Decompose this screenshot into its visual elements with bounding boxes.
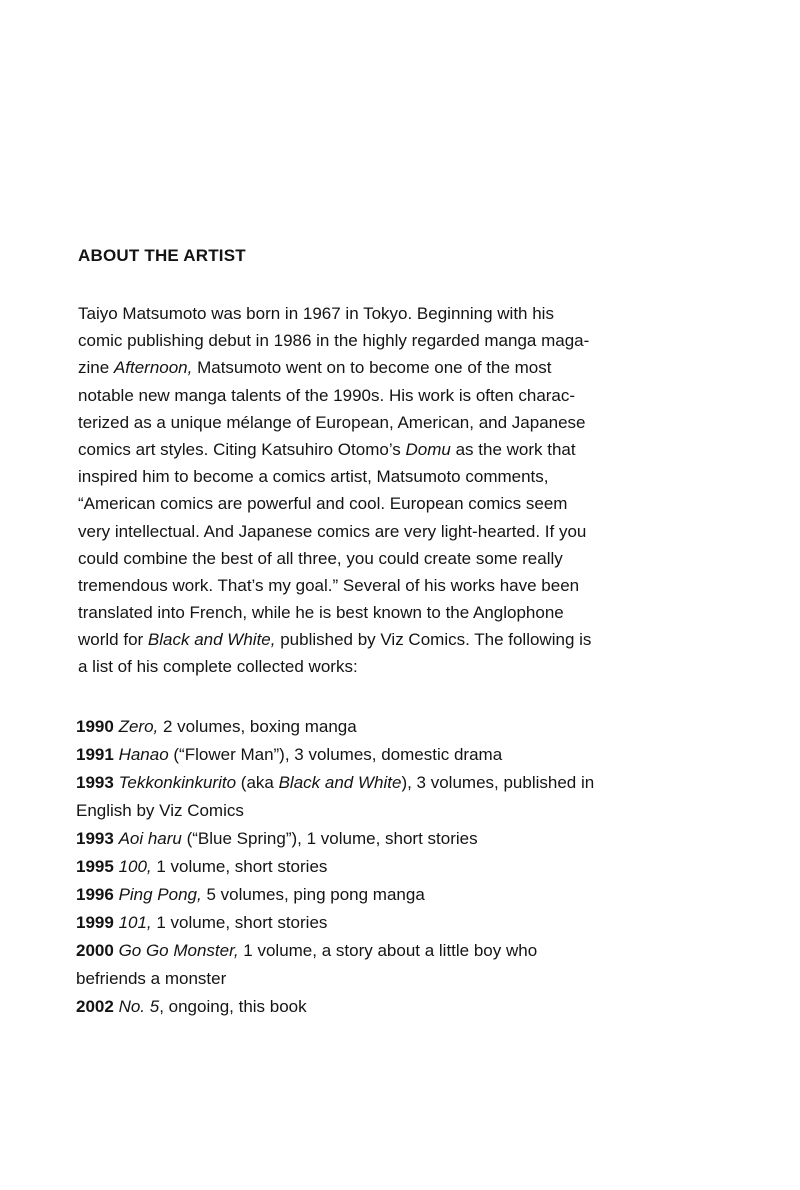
bio-line [78, 653, 678, 680]
works-list-line [76, 769, 686, 797]
bio-line [78, 300, 678, 327]
italic-title: Go Go Monster, [118, 941, 239, 960]
italic-title: 100, [118, 857, 152, 876]
text-run: 1 volume, short stories [151, 913, 328, 932]
text-run: notable new manga talents of the 1990s. His work is often charac- [78, 385, 576, 405]
bio-line [78, 354, 678, 381]
works-list-line [76, 909, 686, 937]
italic-title: Afternoon, [113, 358, 193, 378]
bio-line [78, 599, 678, 626]
text-run: 2 volumes, boxing manga [158, 717, 357, 736]
bio-line [78, 409, 678, 436]
italic-title: No. 5 [118, 997, 160, 1016]
year-label: 1993 [76, 829, 114, 848]
text-run: zine [78, 358, 114, 378]
italic-title: Hanao [118, 745, 169, 764]
works-list-line [76, 741, 686, 769]
bio-line [78, 490, 678, 517]
works-list-line [76, 965, 686, 993]
text-run: 1 volume, a story about a little boy who [238, 941, 538, 960]
section-heading: ABOUT THE ARTIST [78, 246, 246, 265]
italic-title: Domu [405, 439, 451, 459]
bio-line [78, 518, 678, 545]
works-list-line [76, 825, 686, 853]
italic-title: Ping Pong, [118, 885, 202, 904]
text-run: tremendous work. That’s my goal.” Several of his works have been [78, 575, 580, 595]
text-run: published by Viz Comics. The following is [275, 630, 592, 650]
italic-title: Tekkonkinkurito [118, 773, 237, 792]
works-list-line [76, 797, 686, 825]
bio-line [78, 436, 678, 463]
text-run: terized as a unique mélange of European, American, and Japanese [78, 412, 586, 432]
text-run: a list of his complete collected works: [78, 657, 358, 677]
year-label: 1991 [76, 745, 114, 764]
text-run: translated into French, while he is best known to the Anglophone [78, 603, 564, 623]
collected-works-list [76, 713, 686, 1021]
text-run: , ongoing, this book [159, 997, 307, 1016]
text-run: 5 volumes, ping pong manga [201, 885, 425, 904]
bio-line [78, 572, 678, 599]
year-label: 2002 [76, 997, 114, 1016]
text-run: Matsumoto went on to become one of the most [192, 358, 552, 378]
text-run: (“Flower Man”), 3 volumes, domestic drama [168, 745, 503, 764]
text-run: could combine the best of all three, you could create some really [78, 548, 563, 568]
year-label: 2000 [76, 941, 114, 960]
works-list-line [76, 853, 686, 881]
bio-line [78, 626, 678, 653]
year-label: 1999 [76, 913, 114, 932]
text-run: Taiyo Matsumoto was born in 1967 in Tokyo. Beginning with his [78, 304, 554, 323]
text-run: English by Viz Comics [76, 801, 244, 820]
italic-title: Zero, [118, 717, 159, 736]
italic-title: 101, [118, 913, 152, 932]
text-run: as the work that [450, 439, 576, 459]
bio-line [78, 327, 678, 354]
bio-line [78, 545, 678, 572]
year-label: 1993 [76, 773, 114, 792]
text-run: “American comics are powerful and cool. European comics seem [78, 494, 568, 514]
text-run: 1 volume, short stories [151, 857, 328, 876]
works-list-line [76, 713, 686, 741]
text-run: comic publishing debut in 1986 in the highly regarded manga maga- [78, 331, 590, 351]
biography-paragraph [78, 300, 678, 681]
year-label: 1996 [76, 885, 114, 904]
works-list-line [76, 937, 686, 965]
text-run: (aka [236, 773, 279, 792]
text-run: very intellectual. And Japanese comics are very light-hearted. If you [78, 521, 587, 541]
italic-title: Aoi haru [118, 829, 182, 848]
text-run: befriends a monster [76, 969, 227, 988]
year-label: 1990 [76, 717, 114, 736]
year-label: 1995 [76, 857, 114, 876]
text-run: (“Blue Spring”), 1 volume, short stories [181, 829, 478, 848]
italic-title: Black and White, [147, 630, 276, 650]
text-run: world for [78, 630, 148, 650]
bio-line [78, 382, 678, 409]
text-run: comics art styles. Citing Katsuhiro Otomo’s [78, 439, 406, 459]
works-list-line [76, 993, 686, 1021]
italic-title: Black and White [278, 773, 402, 792]
bio-line [78, 463, 678, 490]
text-run: inspired him to become a comics artist, Matsumoto comments, [78, 467, 549, 487]
works-list-line [76, 881, 686, 909]
text-run: ), 3 volumes, published in [401, 773, 595, 792]
